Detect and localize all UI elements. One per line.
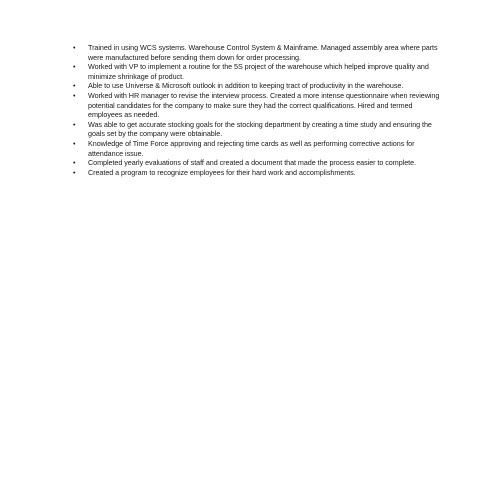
bullet-dot-icon: • [73, 81, 76, 91]
experience-bullet-list [70, 43, 440, 177]
list-item-text: Worked with HR manager to revise the interview process. Created a more intense questionnaire when reviewing potential candidates for the company to make sure they had the correct qualifications. Hired and termed employees as needed. [88, 90, 440, 120]
bullet-dot-icon: • [73, 119, 76, 129]
list-item-text: Completed yearly evaluations of staff and created a document that made the process easier to complete. [88, 158, 416, 168]
list-item-text: Created a program to recognize employees for their hard work and accomplishments. [88, 167, 356, 177]
bullet-dot-icon: • [73, 62, 76, 72]
list-item [70, 139, 440, 158]
list-item [70, 43, 440, 62]
list-item [70, 168, 440, 178]
list-item [70, 120, 440, 139]
bullet-dot-icon: • [73, 90, 76, 100]
list-item-text: Able to use Universe & Microsoft outlook in addition to keeping tract of productivity in the warehouse. [88, 81, 404, 91]
list-item [70, 158, 440, 168]
list-item [70, 81, 440, 91]
bullet-dot-icon: • [73, 158, 76, 168]
bullet-dot-icon: • [73, 43, 76, 52]
list-item [70, 62, 440, 81]
list-item [70, 91, 440, 120]
list-item-text: Worked with VP to implement a routine for the 5S project of the warehouse which helped improve quality and minimize shrinkage of product. [88, 62, 429, 81]
list-item-text: Was able to get accurate stocking goals for the stocking department by creating a time study and ensuring the goals set by the company were obtainable. [88, 119, 432, 139]
bullet-dot-icon: • [73, 167, 76, 177]
bullet-dot-icon: • [73, 138, 76, 148]
list-item-text: Knowledge of Time Force approving and rejecting time cards as well as performing corrective actions for attendance issue. [88, 138, 415, 158]
list-item-text: Trained in using WCS systems. Warehouse Control System & Mainframe. Managed assembly area where parts were manufactured before sending them down for order processing. [88, 43, 438, 62]
